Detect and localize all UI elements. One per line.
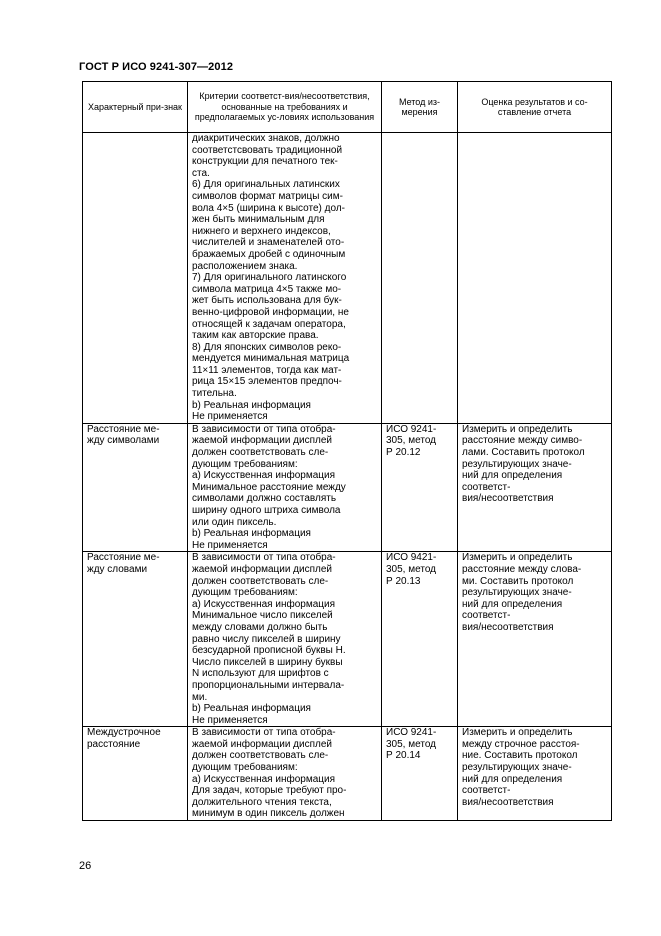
cell-criteria-line: Число пикселей в ширину буквы [192,656,343,668]
table-header-row [83,82,612,133]
cell-method-line: 305, метод [386,435,436,447]
cell-criteria-line: В зависимости от типа отобра- [192,423,336,435]
cell-evaluation-line: результирующих значе- [462,458,572,470]
cell-feature-line: жду словами [87,563,148,575]
header-method: Метод из-мерения [382,82,458,133]
cell-criteria-line: Минимальное расстояние между [192,481,346,493]
cell-method-line: 305, метод [386,738,436,750]
cell-evaluation [458,133,612,424]
cell-criteria-line: вола 4×5 (ширина к высоте) дол- [192,202,345,214]
cell-evaluation-line: вия/несоответствия [462,493,554,505]
cell-method-line: Р 20.14 [386,750,421,762]
cell-criteria-line: жет быть использована для бук- [192,295,342,307]
cell-criteria-line: 11×11 элементов, тогда как мат- [192,364,342,376]
cell-criteria-line: соответстсвовать традиционной [192,144,343,156]
cell-criteria-line: Не применяется [192,411,268,423]
header-evaluation: Оценка результатов и со-ставление отчета [458,82,612,133]
cell-criteria-line: 8) Для японских символов реко- [192,341,342,353]
cell-criteria-line: конструкции для печатного тек- [192,156,338,168]
cell-criteria-line: должен соответствовать сле- [192,750,329,762]
cell-criteria-line: В зависимости от типа отобра- [192,727,336,739]
cell-criteria-line: равно числу пикселей в ширину [192,633,341,645]
cell-evaluation-line: Измерить и определить [462,552,573,564]
cell-criteria-line: а) Искусственная информация [192,470,335,482]
cell-criteria-line: 6) Для оригинальных латинских [192,179,340,191]
cell-feature-line: жду символами [87,435,160,447]
cell-feature [83,727,188,821]
cell-criteria-line: мендуется минимальная матрица [192,353,350,365]
cell-criteria-line: жен быть минимальным для [192,214,325,226]
cell-criteria-line: Минимальное число пикселей [192,610,333,622]
cell-feature-line: Расстояние ме- [87,423,160,435]
cell-method-line: ИСО 9241- [386,423,437,435]
cell-evaluation-line: Измерить и определить [462,727,573,739]
cell-criteria-line: жаемой информации дисплей [192,563,333,575]
cell-criteria-line: относящей к задачам оператора, [192,318,346,330]
cell-criteria-line: дующим требованиям: [192,762,298,774]
cell-criteria-line: диакритических знаков, должно [192,133,340,144]
cell-criteria-line: b) Реальная информация [192,528,311,540]
cell-method [382,423,458,552]
cell-criteria-line: дующим требованиям: [192,587,298,599]
cell-criteria-line: b) Реальная информация [192,399,311,411]
cell-evaluation-line: расстояние между симво- [462,435,583,447]
cell-criteria-line: таким как авторские права. [192,330,319,342]
cell-criteria-line: жаемой информации дисплей [192,435,333,447]
cell-evaluation-line: ний для определения [462,773,563,785]
cell-criteria [188,727,382,821]
cell-evaluation-line: результирующих значе- [462,762,572,774]
cell-criteria-line: дующим требованиям: [192,458,298,470]
cell-criteria-line: символами должно составлять [192,493,337,505]
cell-criteria-line: венно-цифровой информации, не [192,306,349,318]
cell-evaluation-line: Измерить и определить [462,423,573,435]
cell-criteria-line: ширину одного штриха символа [192,505,341,516]
cell-method-line: ИСО 9241- [386,727,437,739]
cell-evaluation-line: ний для определения [462,470,563,482]
document-title: ГОСТ Р ИСО 9241-307—2012 [79,61,234,73]
cell-criteria-line: между словами должно быть [192,621,328,633]
cell-evaluation [458,423,612,552]
cell-evaluation-line: вия/несоответствия [462,796,554,808]
cell-criteria-line: В зависимости от типа отобра- [192,552,336,564]
cell-criteria-line: символа матрица 4×5 также мо- [192,283,342,295]
cell-evaluation-line: ми. Составить протокол [462,575,574,587]
cell-criteria-line: жаемой информации дисплей [192,738,333,750]
cell-evaluation-line: лами. Составить протокол [462,447,585,459]
table-body [83,133,612,821]
cell-method [382,133,458,424]
cell-evaluation-line: ние. Составить протокол [462,750,578,762]
cell-criteria [188,423,382,552]
cell-criteria-line: Для задач, которые требуют про- [192,785,347,797]
cell-criteria-line: ста. [192,167,210,179]
cell-criteria-line: должен соответствовать сле- [192,575,329,587]
cell-criteria-line: минимум в один пиксель должен [192,808,345,820]
cell-evaluation-line: вия/несоответствия [462,621,554,633]
cell-criteria-line: Не применяется [192,539,268,551]
cell-criteria-line: должительного чтения текста, [192,796,332,808]
cell-evaluation-line: соответст- [462,481,511,493]
cell-feature-line: Расстояние ме- [87,552,160,564]
cell-criteria-line: ми. [192,691,208,703]
header-feature: Характерный при-знак [83,82,188,133]
cell-evaluation-line: соответст- [462,610,511,622]
page-number: 26 [79,860,92,872]
cell-criteria-line: 7) Для оригинального латинского [192,272,347,284]
cell-criteria-line: безсударной прописной буквы Н. [192,645,346,657]
cell-evaluation [458,552,612,727]
cell-criteria-line: N используют для шрифтов с [192,668,329,680]
table-row [83,727,612,821]
cell-criteria-line: бражаемых дробей с одиночным [192,248,346,260]
cell-evaluation-line: результирующих значе- [462,587,572,599]
cell-criteria [188,133,382,424]
cell-feature [83,133,188,424]
cell-criteria-line: тительна. [192,388,237,400]
cell-criteria-line: должен соответствовать сле- [192,447,329,459]
cell-criteria-line: расположением знака. [192,260,298,272]
header-criteria: Критерии соответст-вия/несоответствия, основанные на требованиях и предполагаемых ус-ловиях использования [188,82,382,133]
cell-evaluation [458,727,612,821]
table-row [83,552,612,727]
cell-evaluation-line: между строчное расстоя- [462,738,580,750]
cell-criteria-line: числителей и знаменателей ото- [192,237,345,249]
cell-feature-line: Междустрочное [87,727,161,739]
cell-evaluation-line: соответст- [462,785,511,797]
cell-method-line: 305, метод [386,563,436,575]
cell-evaluation-line: ний для определения [462,598,563,610]
cell-criteria-line: Не применяется [192,714,268,726]
cell-criteria-line: пропорциональными интервала- [192,679,345,691]
table-row [83,133,612,424]
cell-criteria-line: а) Искусственная информация [192,773,335,785]
cell-method [382,727,458,821]
cell-criteria-line: или один пиксель. [192,516,277,528]
cell-method-line: Р 20.13 [386,575,421,587]
cell-criteria-line: b) Реальная информация [192,703,311,715]
cell-method-line: ИСО 9421- [386,552,437,564]
cell-feature [83,423,188,552]
table-row [83,423,612,552]
cell-evaluation-line: расстояние между слова- [462,563,582,575]
cell-criteria [188,552,382,727]
cell-method-line: Р 20.12 [386,447,421,459]
cell-feature-line: расстояние [87,738,141,750]
cell-feature [83,552,188,727]
cell-criteria-line: а) Искусственная информация [192,598,335,610]
cell-criteria-line: нижнего и верхнего индексов, [192,225,331,237]
criteria-table [82,81,612,821]
cell-criteria-line: символов формат матрицы сим- [192,190,343,202]
cell-criteria-line: рица 15×15 элементов предпоч- [192,376,342,388]
cell-method [382,552,458,727]
